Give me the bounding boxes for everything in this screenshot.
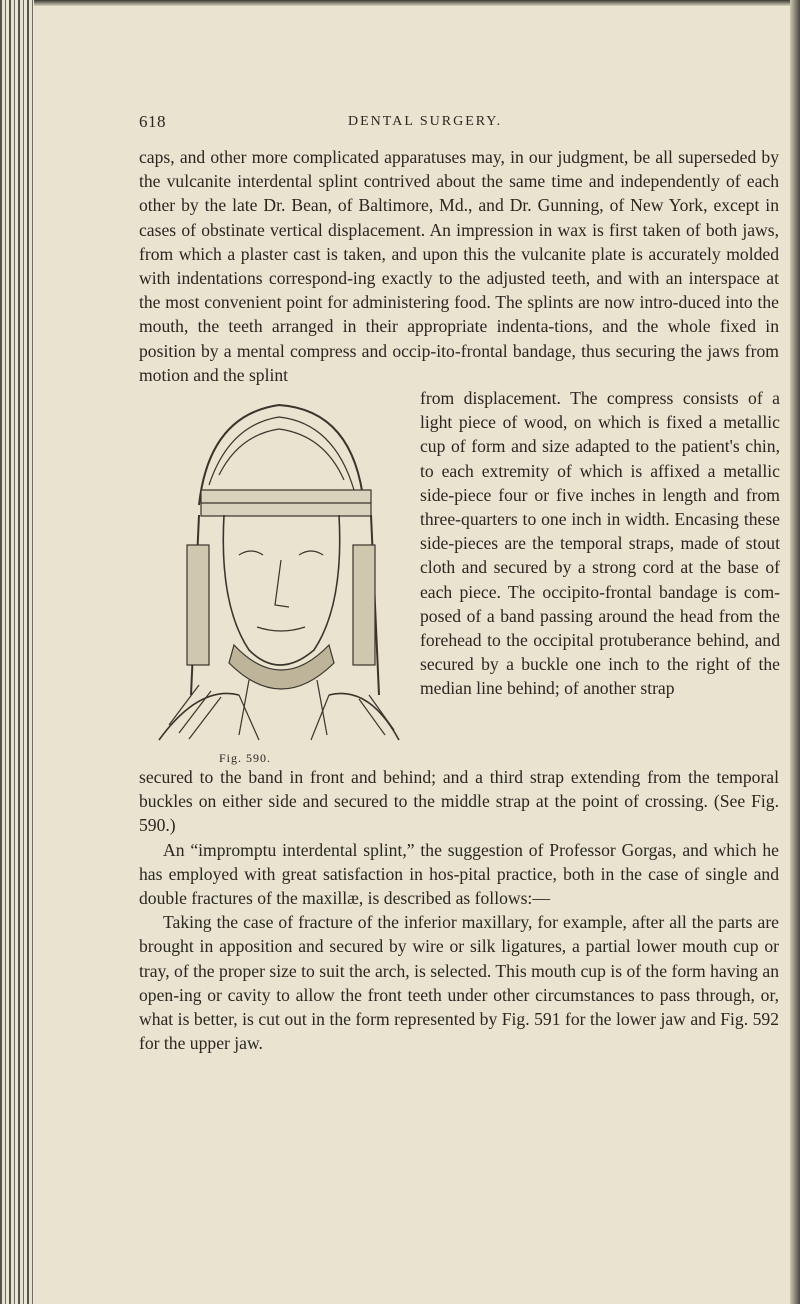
running-head: DENTAL SURGERY.	[348, 114, 503, 129]
book-spine-edge	[0, 0, 34, 1304]
paragraph: from displacement. The compress consists of a light piece of wood, on which is fixed a metallic cup of form and size adapted to the patient's chin, to each extremity of which is affixed a metallic side-piece four or five inches in length and from three-quarters to one inch in width. Encasing these side-pieces are the temporal straps, made of stout cloth and secured by a strong cord at the base of each piece. The occipito-frontal bandage is com-posed of a band passing around the head from the forehead to the occipital protuberance behind, and secured by a buckle one inch to the right of the median line behind; of another strap	[420, 388, 780, 699]
paragraph: Taking the case of fracture of the inferior maxillary, for example, after all the parts are brought in apposition and secured by wire or silk ligatures, a partial lower mouth cup or tray, of the proper size to suit the arch, is selected. This mouth cup is of the form having an open-ing or cavity to allow the front teeth under other circumstances to pass through, or, what is better, is cut out in the form represented by Fig. 591 for the lower jaw and Fig. 592 for the upper jaw.	[139, 912, 779, 1054]
figure-caption: Fig. 590.	[219, 751, 272, 765]
body-text-top	[139, 145, 779, 387]
paragraph: caps, and other more complicated apparatuses may, in our judgment, be all superseded by the vulcanite interdental splint contrived about the same time and independently of each other by the late Dr. Bean, of Baltimore, Md., and Dr. Gunning, of New York, except in cases of obstinate vertical displacement. An impression in wax is first taken of both jaws, from which a plaster cast is taken, and upon this the vulcanite plate is accurately molded with indentations correspond-ing exactly to the adjusted teeth, and with an interspace at the most convenient point for administering food. The splints are now intro-duced into the mouth, the teeth arranged in their appropriate indenta-tions, and the whole fixed in position by a mental compress and occip-ito-frontal bandage, thus securing the jaws from motion and the splint	[139, 147, 779, 385]
page-right-edge	[790, 0, 800, 1304]
paragraph: An “impromptu interdental splint,” the suggestion of Professor Gorgas, and which he has employed with great satisfaction in hos-pital practice, both in the case of single and double fractures of the maxillæ, is described as follows:—	[139, 839, 779, 909]
paragraph: secured to the band in front and behind; and a third strap extending from the temporal buckles on either side and secured to the middle strap at the point of crossing. (See Fig. 590.)	[139, 767, 779, 836]
page-number: 618	[139, 112, 166, 131]
body-text-bottom	[139, 765, 779, 1055]
figure-590	[139, 395, 409, 770]
body-text-beside-figure	[420, 386, 780, 701]
bandaged-head-illustration	[139, 395, 409, 745]
page-top-edge	[34, 0, 790, 6]
